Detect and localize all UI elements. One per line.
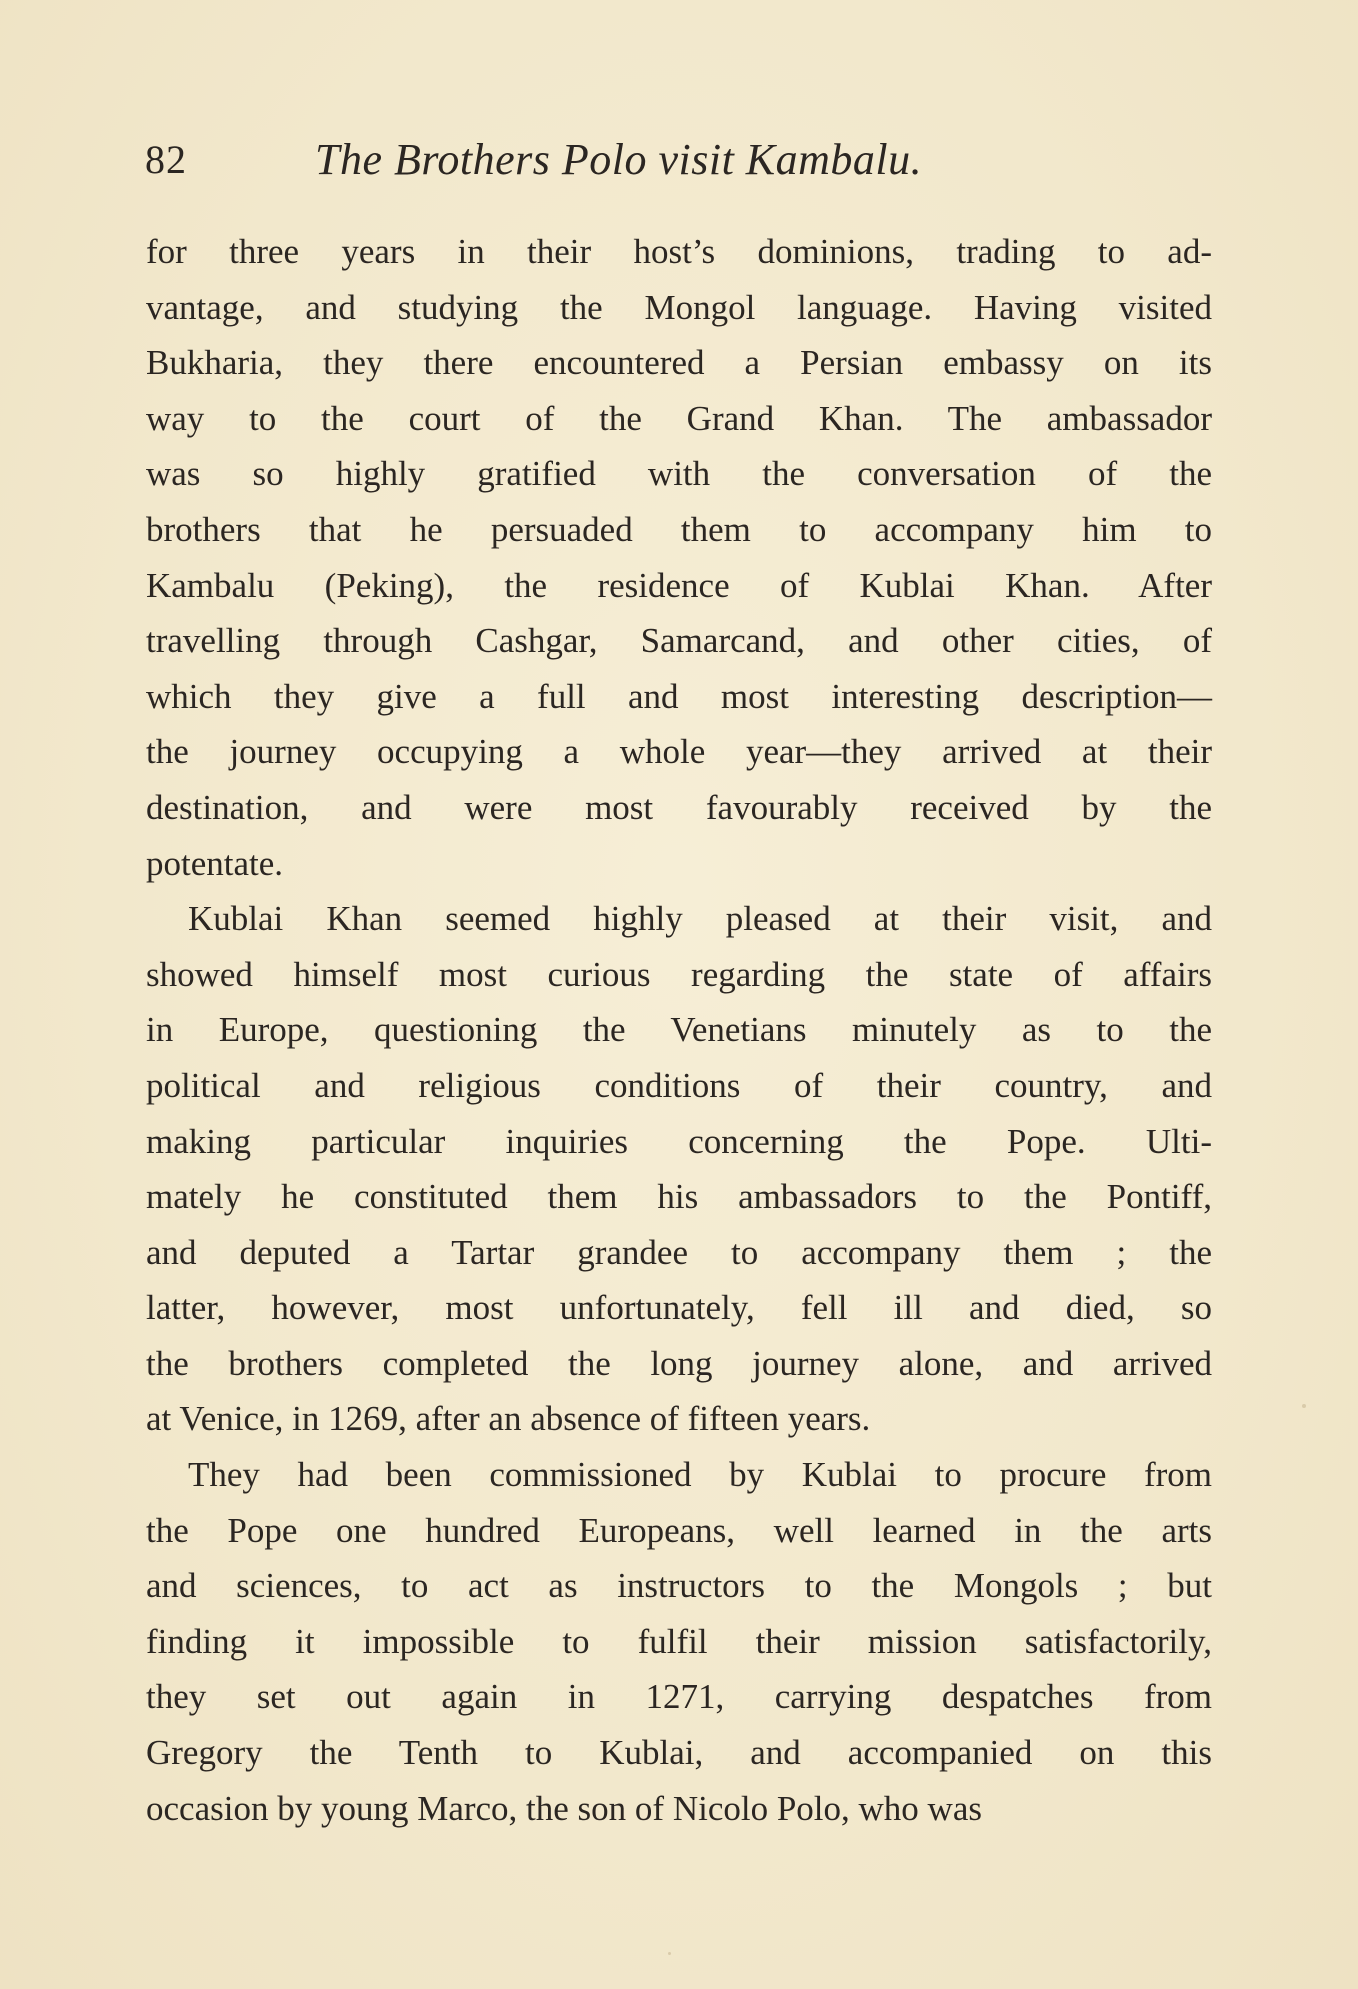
text-line: They had been commissioned by Kublai to procure from <box>188 1455 1212 1495</box>
text-line: which they give a full and most interesting description— <box>146 676 1212 716</box>
paragraph <box>146 891 1212 1447</box>
text-line: Kublai Khan seemed highly pleased at their visit, and <box>188 899 1212 939</box>
text-line: for three years in their host’s dominions, trading to ad- <box>146 232 1212 271</box>
text-line: the Pope one hundred Europeans, well learned in the arts <box>146 1510 1212 1550</box>
text-line: vantage, and studying the Mongol language. Having visited <box>146 287 1212 327</box>
text-line: the journey occupying a whole year—they arrived at their <box>146 732 1212 772</box>
text-line: Bukharia, they there encountered a Persian embassy on its <box>146 343 1212 383</box>
text-line: travelling through Cashgar, Samarcand, and other cities, of <box>146 621 1212 661</box>
paragraph <box>146 224 1212 891</box>
page-number: 82 <box>145 137 187 182</box>
text-line: they set out again in 1271, carrying despatches from <box>146 1677 1212 1717</box>
text-line: political and religious conditions of their country, and <box>146 1065 1212 1105</box>
text-line: showed himself most curious regarding the state of affairs <box>146 954 1212 994</box>
text-line: Kambalu (Peking), the residence of Kublai Khan. After <box>146 565 1212 605</box>
text-line: was so highly gratified with the conversation of the <box>146 454 1212 494</box>
body-text <box>146 224 1212 1836</box>
paragraph <box>146 1447 1212 1836</box>
running-head <box>145 136 1215 196</box>
text-line: mately he constituted them his ambassadors to the Pontiff, <box>146 1177 1212 1217</box>
text-line: occasion by young Marco, the son of Nicolo Polo, who was <box>146 1788 982 1828</box>
text-line: way to the court of the Grand Khan. The ambassador <box>146 398 1212 438</box>
text-line: at Venice, in 1269, after an absence of fifteen years. <box>146 1399 871 1439</box>
paper-speck <box>1302 1404 1306 1408</box>
text-line: destination, and were most favourably received by the <box>146 787 1212 827</box>
text-line: making particular inquiries concerning the Pope. Ulti- <box>146 1121 1212 1161</box>
text-line: in Europe, questioning the Venetians minutely as to the <box>146 1010 1212 1050</box>
paper-speck <box>668 1952 671 1955</box>
text-line: and deputed a Tartar grandee to accompany them ; the <box>146 1232 1212 1272</box>
text-line: and sciences, to act as instructors to the Mongols ; but <box>146 1566 1212 1606</box>
text-line: latter, however, most unfortunately, fell ill and died, so <box>146 1288 1212 1328</box>
text-line: brothers that he persuaded them to accompany him to <box>146 509 1212 549</box>
text-line: Gregory the Tenth to Kublai, and accompanied on this <box>146 1733 1212 1773</box>
text-line: potentate. <box>146 843 284 883</box>
text-line: finding it impossible to fulfil their mission satisfactorily, <box>146 1621 1212 1661</box>
running-title: The Brothers Polo visit Kambalu. <box>315 135 923 184</box>
text-line: the brothers completed the long journey alone, and arrived <box>146 1343 1212 1383</box>
